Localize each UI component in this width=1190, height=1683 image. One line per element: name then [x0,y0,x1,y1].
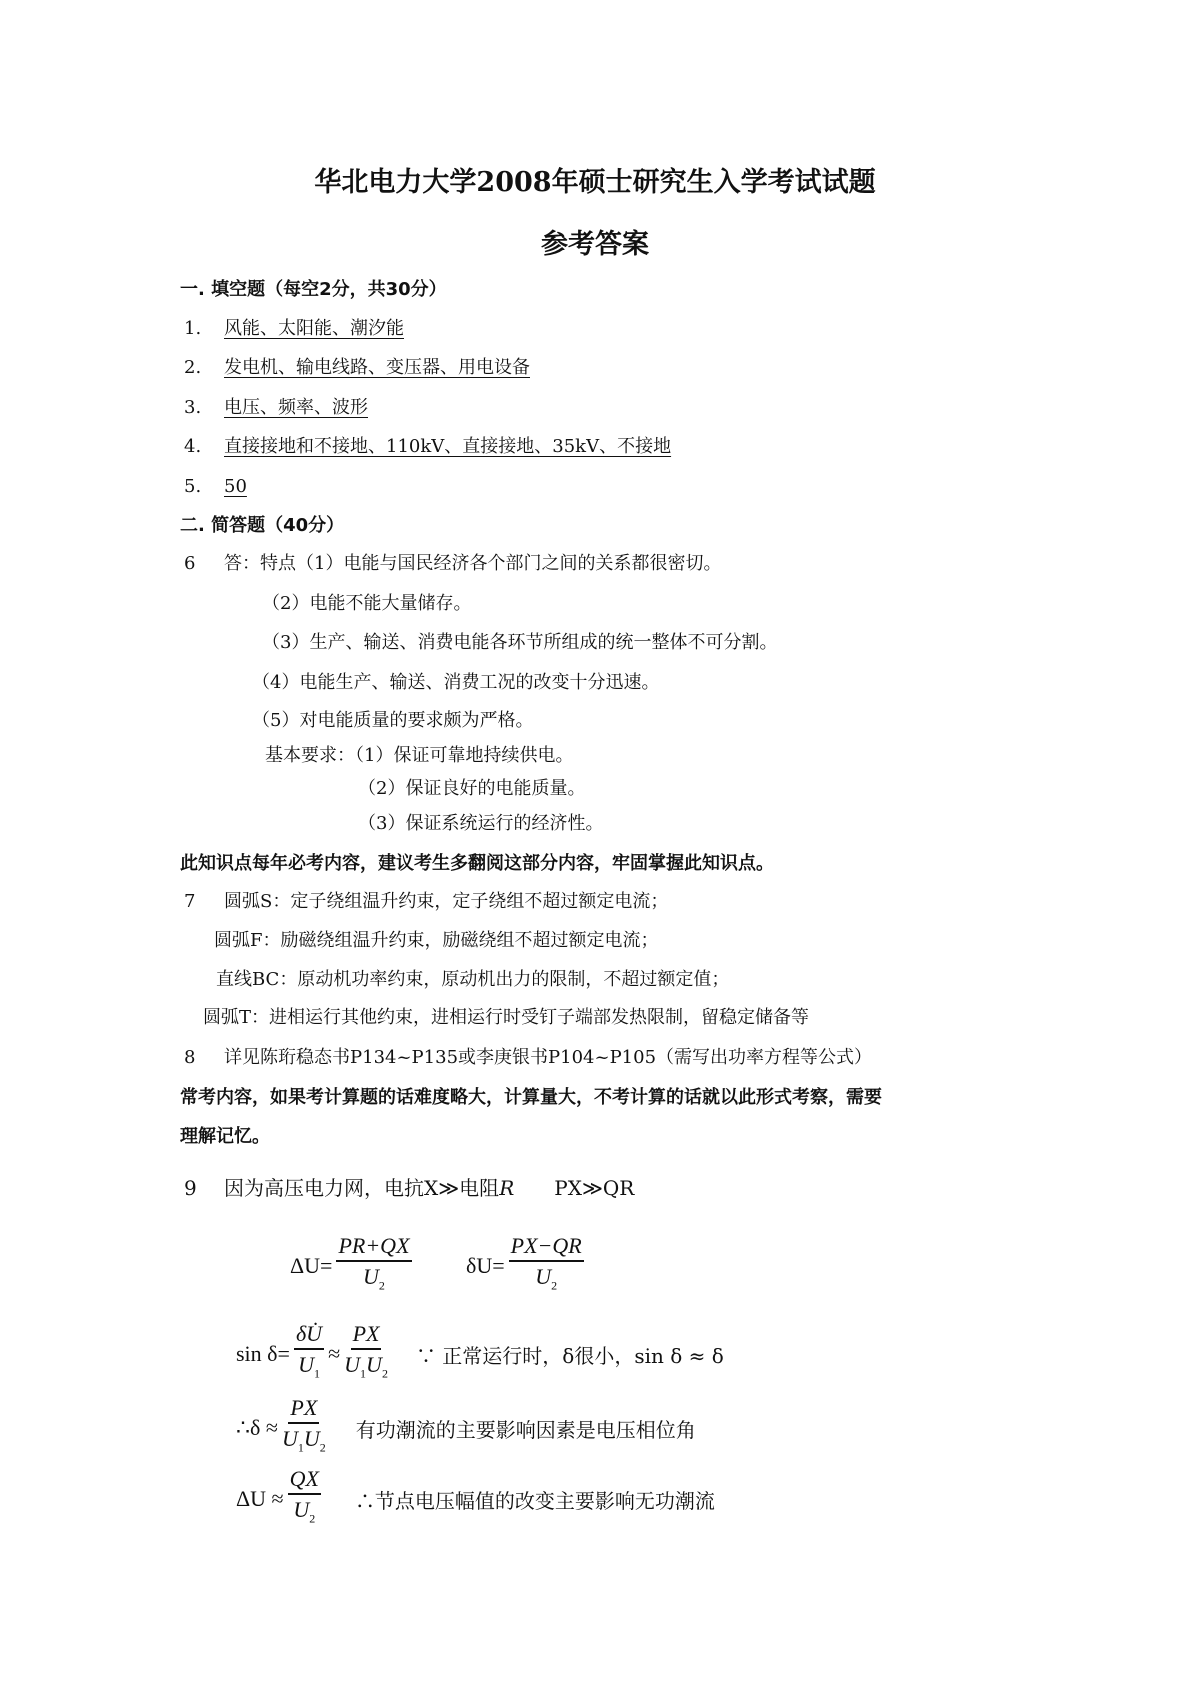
item-number: 7 [184,891,196,912]
q6-note: 此知识点每年必考内容，建议考生多翻阅这部分内容，牢固掌握此知识点。 [180,853,774,874]
item-number: 4. [184,436,202,457]
formula-delta-u [290,1232,416,1300]
subscript: 2 [381,1366,388,1381]
formula-sin-delta [236,1320,724,1388]
q6-line: （3）生产、输送、消费电能各环节所组成的统一整体不可分割。 [262,632,778,653]
q7-text: 圆弧S：定子绕组温升约束，定子绕组不超过额定电流； [224,891,669,912]
q6-text: 答：特点（1）电能与国民经济各个部门之间的关系都很密切。 [224,553,722,574]
den-var: U [344,1352,361,1377]
q6-line: （5）对电能质量的要求颇为严格。 [252,710,534,731]
formula-lhs: sin δ= [236,1341,290,1367]
formula-note: 有功潮流的主要影响因素是电压相位角 [355,1417,696,1442]
subscript: 2 [319,1440,326,1455]
q8-note: 理解记忆。 [180,1126,270,1147]
fraction [344,1320,388,1388]
q6-line: （2）电能不能大量储存。 [262,593,472,614]
formula-lhs: δU= [466,1253,505,1279]
item-number: 5. [184,476,202,497]
fraction [288,1465,321,1533]
q6-line [184,552,721,576]
subscript: 1 [313,1366,320,1381]
den-var: U [293,1497,310,1522]
page-title: 华北电力大学2008年硕士研究生入学考试试题 [314,167,876,198]
answer-text: 直接接地和不接地、110kV、直接接地、35kV、不接地 [224,436,672,457]
q8-line [184,1046,872,1070]
q6-line: 基本要求：（1）保证可靠地持续供电。 [265,745,574,766]
q7-line: 圆弧F：励磁绕组温升约束，励磁绕组不超过额定电流； [214,930,659,951]
subscript: 2 [551,1278,558,1293]
fraction [282,1394,326,1462]
q6-line: （2）保证良好的电能质量。 [358,778,586,799]
item-number: 9 [184,1176,197,1200]
numerator: δU̇ [294,1320,324,1350]
item-number: 1. [184,318,202,339]
fraction [509,1232,584,1300]
item-number: 3. [184,397,202,418]
denominator [298,1350,320,1388]
q6-line: （4）电能生产、输送、消费工况的改变十分迅速。 [252,672,660,693]
answer-text: 电压、频率、波形 [224,397,368,418]
numerator: PR+QX [336,1232,411,1262]
den-var: U [303,1426,320,1451]
answer-text: 风能、太阳能、潮汐能 [224,318,404,339]
den-var: U [281,1426,298,1451]
denominator [363,1262,385,1300]
q9-text: 因为高压电力网，电抗X≫电阻 [224,1176,500,1200]
den-var: U [366,1352,382,1377]
formula-note: ∵ 正常运行时，δ很小，sin δ ≈ δ [415,1343,724,1368]
q9-line [184,1176,634,1200]
list-item [184,396,368,420]
list-item [184,475,247,499]
list-item [184,317,404,341]
subscript: 1 [297,1440,304,1455]
list-item [184,435,671,459]
denominator [344,1350,388,1388]
formula-delta-u-approx [236,1465,715,1533]
numerator: PX−QR [509,1232,584,1262]
fraction [294,1320,324,1388]
den-var: U [298,1352,314,1377]
subscript: 2 [378,1278,385,1293]
answer-text: 发电机、输电线路、变压器、用电设备 [224,357,530,378]
q9-r: R [499,1176,515,1200]
numerator: PX [288,1394,319,1424]
q7-line [184,890,668,914]
item-number: 6 [184,553,196,574]
q9-text2: PX≫QR [554,1176,635,1200]
fraction [336,1232,411,1300]
formula-note: ∴节点电压幅值的改变主要影响无功潮流 [354,1488,715,1513]
q8-text: 详见陈珩稳态书P134~P135或李庚银书P104~P105（需写出功率方程等公式） [224,1047,873,1068]
q6-line: （3）保证系统运行的经济性。 [358,813,604,834]
numerator: PX [351,1320,382,1350]
answer-text: 50 [224,476,247,497]
subscript: 2 [309,1511,316,1526]
approx-sign: ≈ [328,1341,341,1367]
den-var: U [535,1264,552,1289]
q7-line: 直线BC：原动机功率约束，原动机出力的限制，不超过额定值； [216,969,730,990]
formula-delta-approx [236,1394,696,1462]
denominator [293,1495,315,1533]
formula-lhs: ∴δ ≈ [236,1415,278,1441]
subscript: 1 [360,1366,367,1381]
section2-heading: 二. 简答题（40分） [180,515,345,536]
formula-lhs: ΔU= [290,1253,333,1279]
formula-small-delta-u [466,1232,588,1300]
list-item [184,356,530,380]
section1-heading: 一. 填空题（每空2分，共30分） [180,279,447,300]
item-number: 2. [184,357,202,378]
denominator [282,1424,326,1462]
page-subtitle: 参考答案 [541,229,649,260]
denominator [535,1262,557,1300]
den-var: U [363,1264,379,1289]
q8-note: 常考内容，如果考计算题的话难度略大，计算量大，不考计算的话就以此形式考察，需要 [180,1087,882,1108]
q7-line: 圆弧T：进相运行其他约束，进相运行时受钉子端部发热限制，留稳定储备等 [203,1007,810,1028]
numerator: QX [288,1465,321,1495]
formula-lhs: ΔU ≈ [236,1486,284,1512]
item-number: 8 [184,1047,196,1068]
